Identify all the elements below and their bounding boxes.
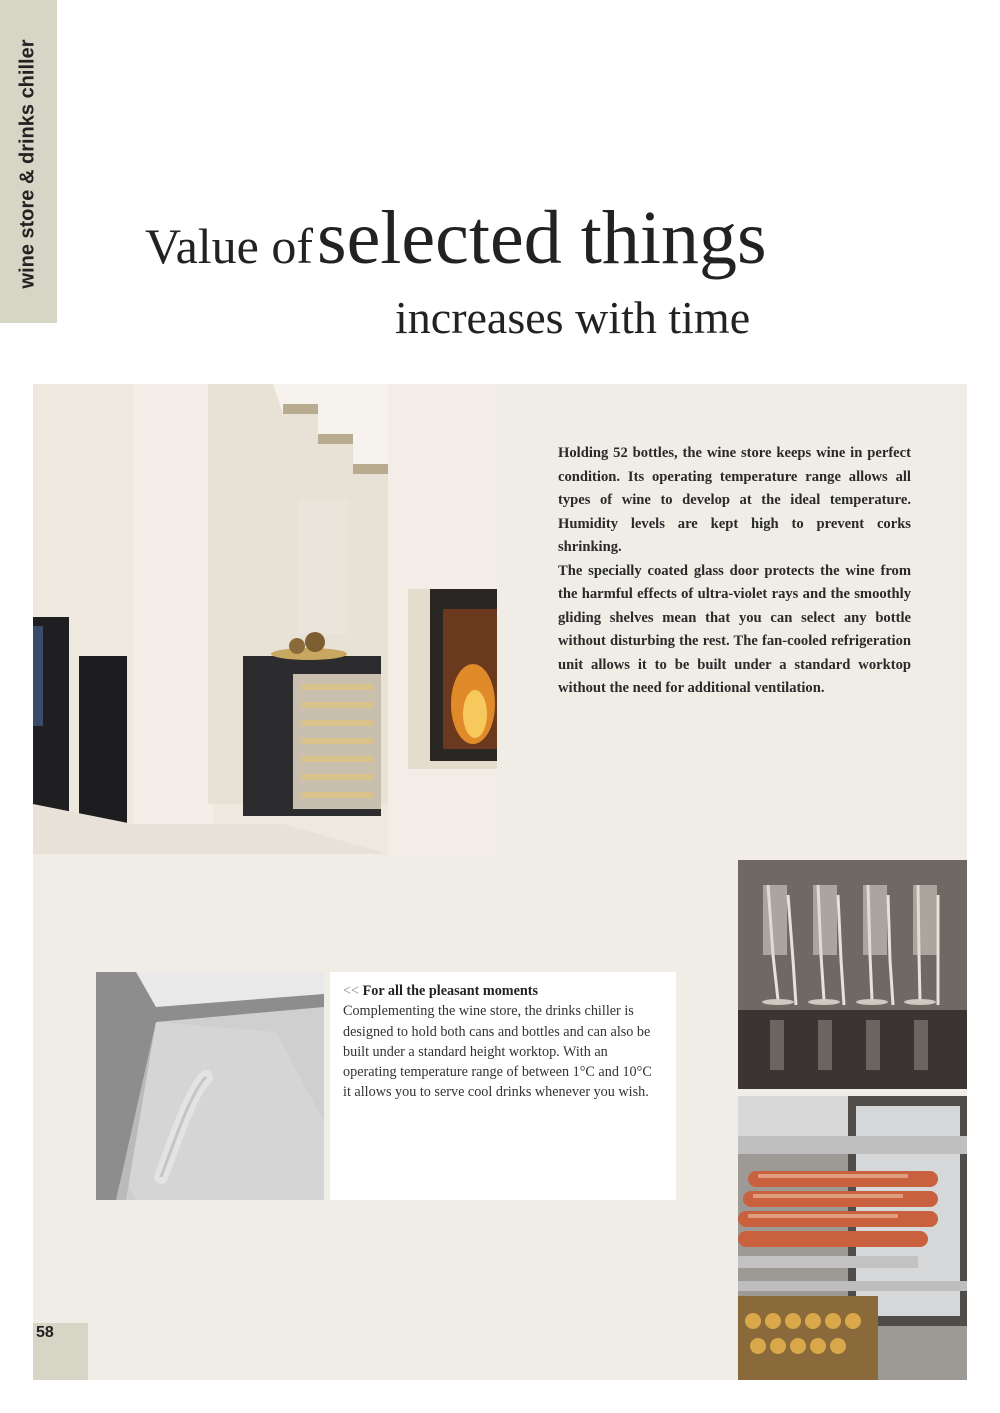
- body-paragraph-1: Holding 52 bottles, the wine store keeps wine in perfect condition. Its operating temperature range allows all types of wine to develop at the ideal temperature. Humidity levels are kept high to prevent corks shrinking.: [558, 445, 911, 555]
- caption-box: [330, 972, 676, 1200]
- page-headline: [145, 195, 767, 343]
- page-number: 58: [36, 1324, 54, 1341]
- room-wine-store-photo: [33, 384, 497, 854]
- caption-heading: For all the pleasant moments: [362, 983, 539, 999]
- caption-arrows: <<: [343, 983, 360, 999]
- headline-part-3: increases with time: [395, 292, 751, 343]
- page-number-box: [33, 1323, 88, 1380]
- door-handle-photo: [96, 972, 324, 1200]
- section-tab-label: wine store & drinks chiller: [16, 39, 39, 289]
- headline-part-2: selected things: [317, 196, 767, 280]
- headline-part-1: Value of: [145, 218, 313, 274]
- caption: [343, 981, 663, 1103]
- champagne-glasses-photo: [738, 860, 967, 1089]
- main-body-text: [558, 442, 911, 701]
- section-tab: [0, 0, 57, 323]
- caption-text: Complementing the wine store, the drinks chiller is designed to hold both cans and bottles and can also be built under a standard height worktop. With an operating temperature range of between 1°C and 10°C it allows you to serve cool drinks whenever you wish.: [343, 1003, 652, 1101]
- body-paragraph-2: The specially coated glass door protects the wine from the harmful effects of ultra-violet rays and the smoothly gliding shelves mean that you can select any bottle without disturbing the rest. The fan-cooled refrigeration unit allows it to be built under a standard worktop without the need for additional ventilation.: [558, 562, 911, 696]
- drinks-chiller-photo: [738, 1096, 967, 1380]
